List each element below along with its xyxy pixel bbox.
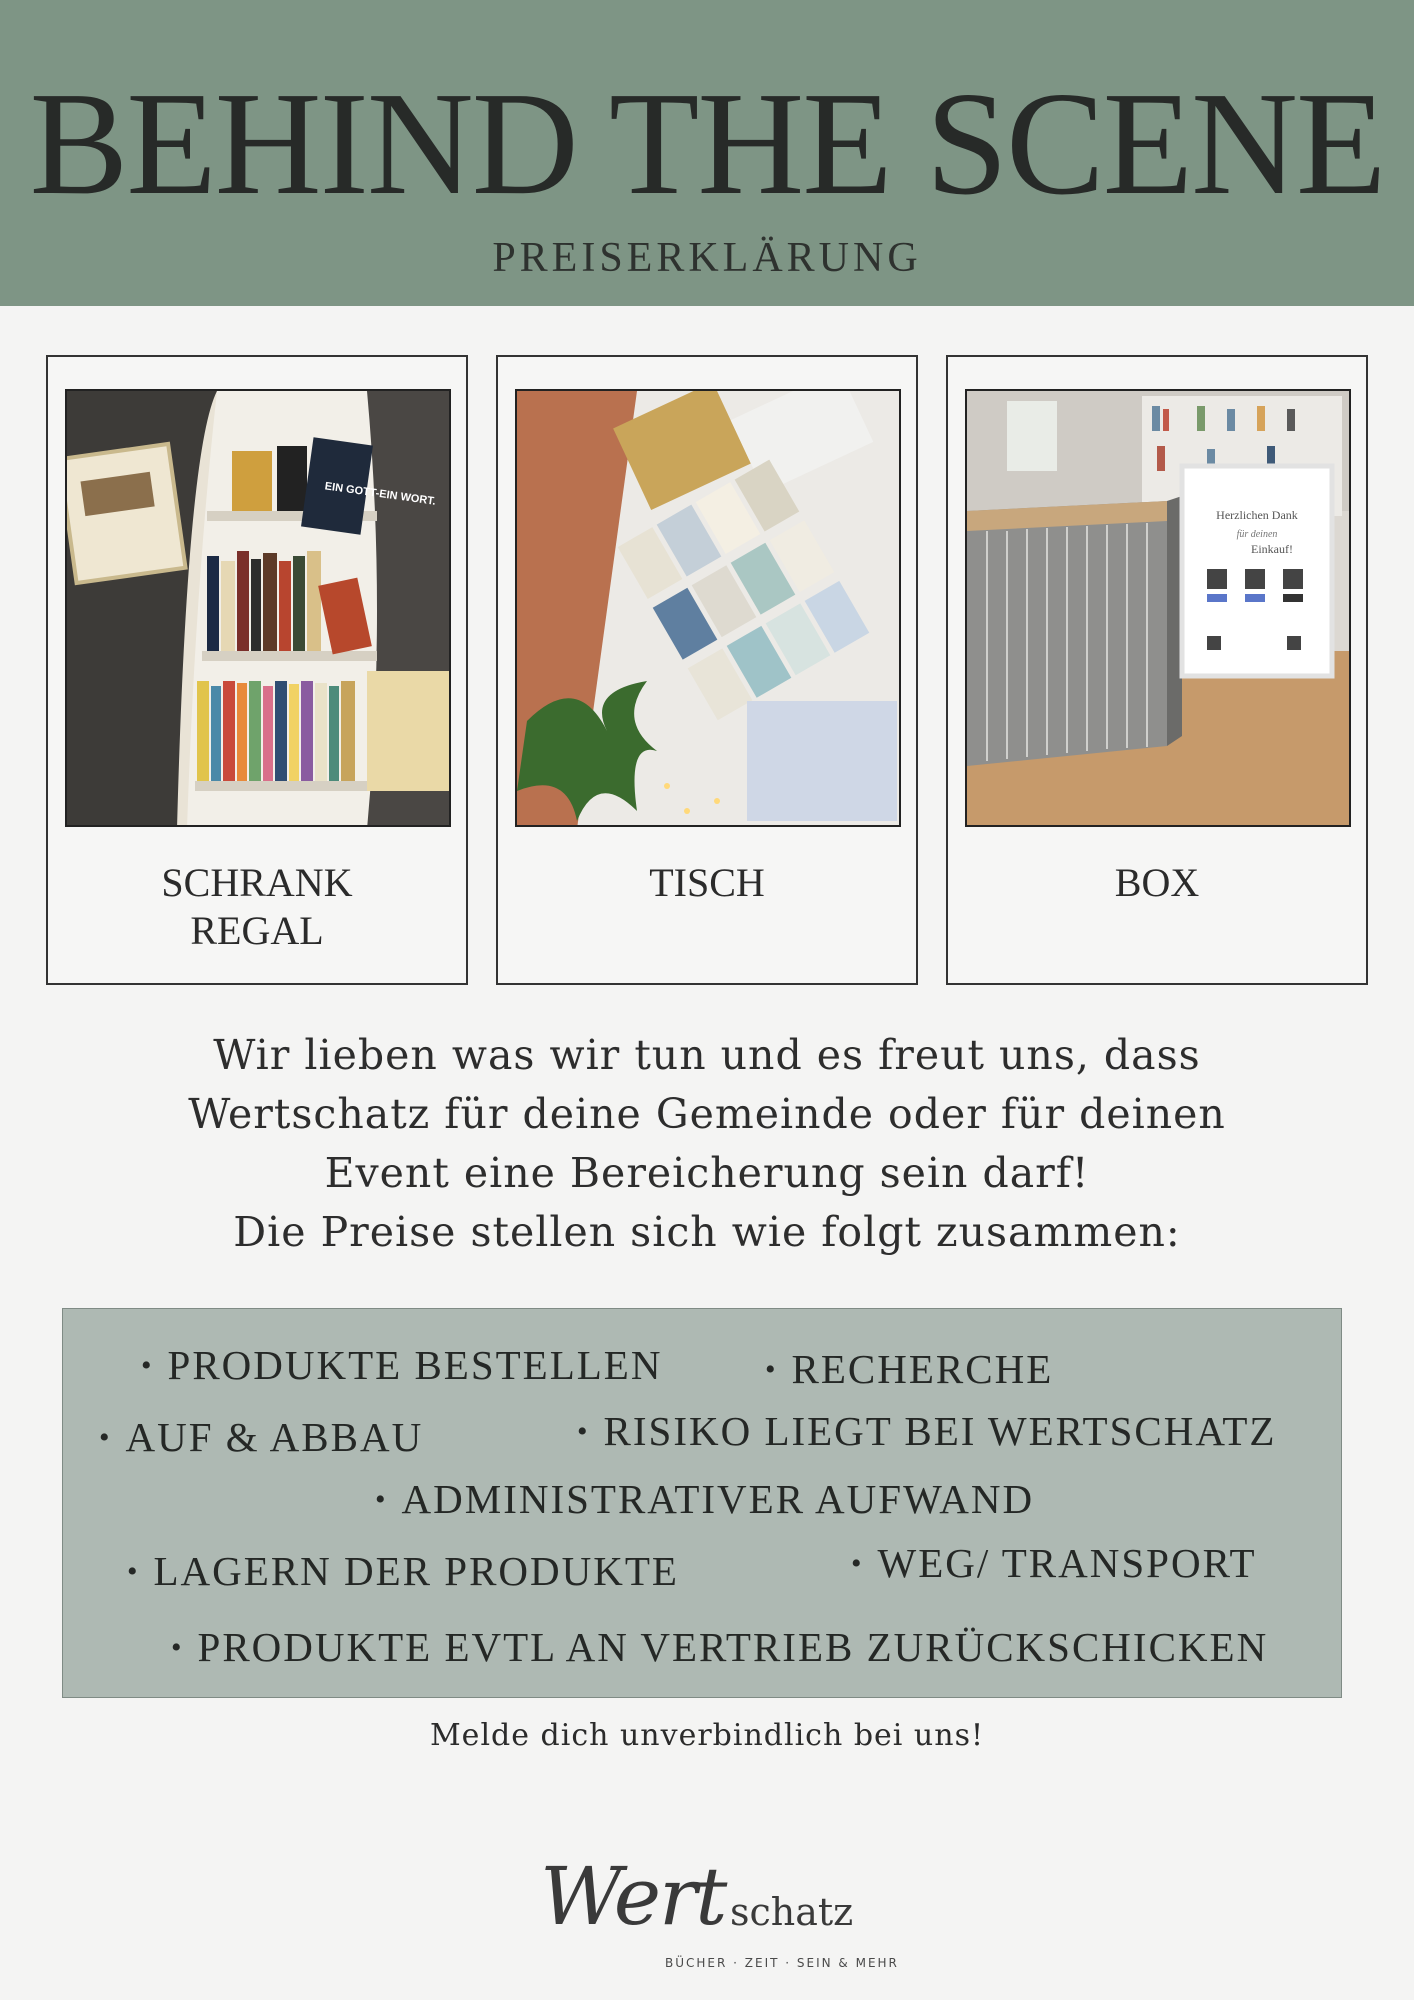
page-subtitle: PREISERKLÄRUNG bbox=[492, 235, 922, 281]
bullet-icon: • bbox=[765, 1353, 778, 1386]
card-schrank-regal bbox=[46, 355, 468, 985]
logo-tagline: BÜCHER · ZEIT · SEIN & MEHR bbox=[665, 1956, 899, 1970]
card-label-box: BOX bbox=[1114, 860, 1200, 905]
card-label-schrank-regal: SCHRANK REGAL bbox=[161, 860, 353, 953]
price-item-zurueckschicken: • PRODUKTE EVTL AN VERTRIEB ZURÜCKSCHICKEN bbox=[171, 1624, 1269, 1670]
wertschatz-logo bbox=[530, 1850, 899, 1980]
intro-line-4: Die Preise stellen sich wie folgt zusammen: bbox=[233, 1208, 1181, 1256]
price-item-recherche: • RECHERCHE bbox=[765, 1346, 1054, 1392]
box-sign-text-2: für deinen bbox=[1236, 529, 1278, 540]
card-box bbox=[946, 355, 1368, 985]
book-box-photo bbox=[965, 389, 1351, 827]
shelf-book-title: EIN GOTT-EIN WORT. bbox=[324, 480, 437, 508]
box-sign-text-1: Herzlichen Dank bbox=[1216, 508, 1298, 522]
logo-rest-text: schatz bbox=[730, 1890, 854, 1934]
header-banner bbox=[0, 0, 1414, 306]
bullet-icon: • bbox=[171, 1631, 184, 1664]
bookshelf-cabinet-photo bbox=[65, 389, 451, 827]
price-item-administrativ: • ADMINISTRATIVER AUFWAND bbox=[375, 1476, 1035, 1522]
bullet-icon: • bbox=[577, 1415, 590, 1448]
bullet-icon: • bbox=[375, 1483, 388, 1516]
call-to-action-text: Melde dich unverbindlich bei uns! bbox=[429, 1718, 985, 1753]
price-item-risiko: • RISIKO LIEGT BEI WERTSCHATZ bbox=[577, 1408, 1277, 1454]
bullet-icon: • bbox=[851, 1547, 864, 1580]
price-item-weg-transport: • WEG/ TRANSPORT bbox=[851, 1540, 1257, 1586]
intro-line-3: Event eine Bereicherung sein darf! bbox=[324, 1149, 1090, 1197]
intro-line-2: Wertschatz für deine Gemeinde oder für deinen bbox=[188, 1090, 1226, 1138]
bullet-icon: • bbox=[99, 1421, 112, 1454]
box-sign-text-3: Einkauf! bbox=[1251, 542, 1293, 556]
card-label-tisch: TISCH bbox=[649, 860, 765, 905]
card-tisch bbox=[496, 355, 918, 985]
price-item-lagern: • LAGERN DER PRODUKTE bbox=[127, 1548, 679, 1594]
bullet-icon: • bbox=[127, 1555, 140, 1588]
logo-script-text: Wert bbox=[540, 1850, 726, 1943]
price-components-box bbox=[62, 1308, 1342, 1698]
intro-text bbox=[100, 1026, 1314, 1262]
intro-line-1: Wir lieben was wir tun und es freut uns, dass bbox=[213, 1031, 1201, 1079]
bullet-icon: • bbox=[141, 1349, 154, 1382]
book-table-photo bbox=[515, 389, 901, 827]
price-item-auf-abbau: • AUF & ABBAU bbox=[99, 1414, 424, 1460]
price-item-produkte-bestellen: • PRODUKTE BESTELLEN bbox=[141, 1342, 663, 1388]
page-title: BEHIND THE SCENE bbox=[29, 62, 1385, 226]
